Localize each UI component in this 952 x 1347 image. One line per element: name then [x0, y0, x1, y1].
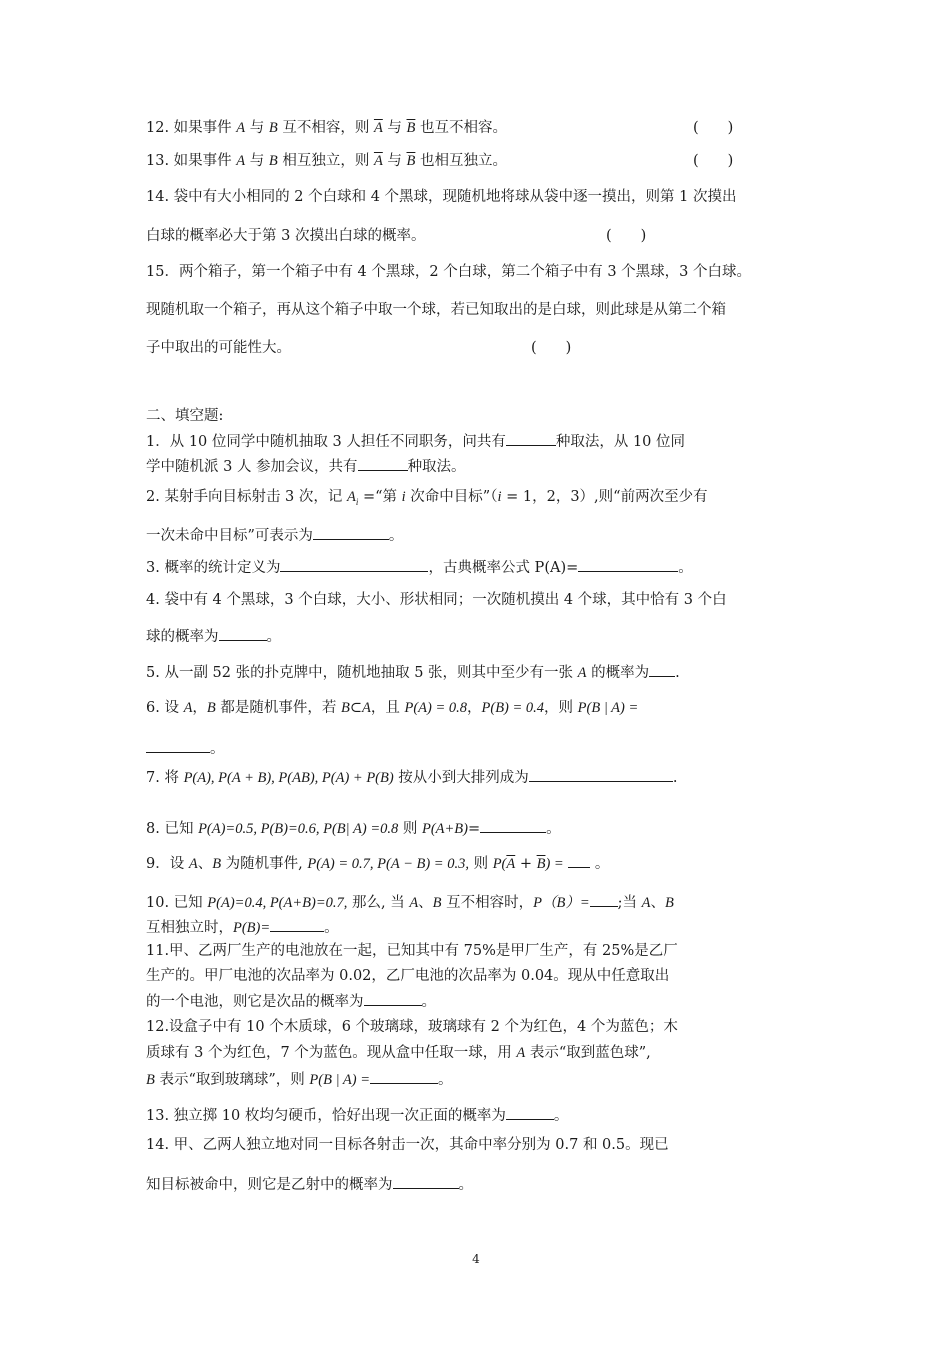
fill-q12-line1: 12.设盒子中有 10 个木质球，6 个玻璃球，玻璃球有 2 个为红色，4 个为蓝色；木 — [146, 1019, 678, 1035]
answer-blank[interactable] — [146, 738, 210, 753]
text: 、 — [197, 856, 213, 872]
fill-q6-line2 — [146, 738, 225, 759]
answer-blank[interactable] — [364, 991, 422, 1006]
text: 9．设 — [146, 856, 189, 872]
answer-blank[interactable] — [578, 557, 678, 572]
text: 12. 如果事件 — [146, 120, 237, 136]
fill-q2-line2 — [146, 525, 403, 546]
text: 的概率为 — [586, 665, 650, 681]
text: 种取法，从 10 位同 — [555, 434, 686, 450]
math-expr: P(A), P(A + B), P(AB), P(A) + P(B) — [183, 770, 394, 786]
text: ， — [467, 700, 482, 716]
var-a: A — [641, 895, 651, 911]
var-b: B — [212, 856, 222, 872]
answer-blank[interactable] — [506, 431, 556, 446]
var-a: A — [409, 895, 419, 911]
var-b-bar: $\overline{B}$ — [536, 856, 546, 872]
var-a: A — [516, 1045, 526, 1061]
text: 则 — [468, 856, 493, 872]
answer-blank[interactable] — [529, 767, 673, 782]
math-expr: P(A)=0.5, P(B)=0.6, P(B| A) =0.8 — [198, 821, 399, 837]
text: 那么, 当 — [347, 895, 410, 911]
text: 10. 已知 — [146, 895, 208, 911]
text: 13. 独立掷 10 枚均匀硬币，恰好出现一次正面的概率为 — [146, 1108, 506, 1124]
text: 。 — [546, 821, 561, 837]
answer-blank[interactable] — [280, 557, 428, 572]
answer-paren-q15[interactable]: ( ) — [531, 340, 572, 356]
page-number: 4 — [472, 1252, 480, 1266]
tf-q14-line2: 白球的概率必大于第 3 次摸出白球的概率。 — [146, 228, 426, 244]
fill-q12-line2 — [146, 1043, 651, 1063]
math-expr: P(B | A) = — [577, 700, 639, 716]
text: 则 — [398, 821, 422, 837]
math-expr: P(A)=0.4, P(A+B)=0.7, — [207, 895, 348, 911]
var-i: i — [355, 496, 359, 507]
text: 球的概率为 — [146, 629, 219, 645]
var-a: A — [577, 665, 587, 681]
text: 学中随机派 3 人 参加会议，共有 — [146, 459, 358, 475]
text: 。 — [438, 1072, 453, 1088]
math-expr: P(B) = 0.4 — [481, 700, 545, 716]
fill-q14-line2 — [146, 1174, 473, 1195]
fill-q11-line1: 11.甲、乙两厂生产的电池放在一起，已知其中有 75%是甲厂生产，有 25%是乙厂 — [146, 943, 678, 959]
text: 3. 概率的统计定义为 — [146, 560, 281, 576]
fill-q1-line1 — [146, 431, 685, 452]
text: 。 — [458, 1177, 473, 1193]
tf-q15-line2: 现随机取一个箱子，再从这个箱子中取一个球，若已知取出的是白球，则此球是从第二个箱 — [146, 302, 726, 318]
text: 互不相容时， — [441, 895, 534, 911]
answer-paren-q13[interactable]: ( ) — [693, 153, 734, 169]
text: 8. 已知 — [146, 821, 199, 837]
tf-q12 — [146, 118, 507, 138]
fill-q10-line1 — [146, 892, 674, 913]
math-expr: P(B)= — [233, 920, 271, 936]
text: 表示“取到玻璃球”，则 — [154, 1072, 310, 1088]
answer-paren-q12[interactable]: ( ) — [693, 120, 734, 136]
var-b-bar: $\overline{B}$ — [406, 153, 416, 169]
var-b: B — [665, 895, 674, 911]
text: 7. 将 — [146, 770, 184, 786]
text: 、 — [650, 895, 665, 911]
math-expr: P（B）= — [533, 895, 590, 911]
tf-q15-line1: 15．两个箱子，第一个箱子中有 4 个黑球，2 个白球，第二个箱子中有 3 个黑球，3 个白球。 — [146, 264, 752, 280]
fill-q14-line1: 14. 甲、乙两人独立地对同一目标各射击一次，其命中率分别为 0.7 和 0.5。现已 — [146, 1137, 669, 1153]
text: . — [672, 770, 678, 786]
tf-q14-line1: 14. 袋中有大小相同的 2 个白球和 4 个黑球，现随机地将球从袋中逐一摸出，则第 1 次摸出 — [146, 189, 737, 205]
fill-q1-line2 — [146, 456, 466, 477]
fill-q4-line1: 4. 袋中有 4 个黑球，3 个白球，大小、形状相同；一次随机摸出 4 个球，其中恰有 3 个白 — [146, 592, 727, 608]
text: 按从小到大排列成为 — [393, 770, 529, 786]
tf-q15-line3: 子中取出的可能性大。 — [146, 340, 291, 356]
text: 知目标被命中，则它是乙射中的概率为 — [146, 1177, 393, 1193]
text: 。 — [590, 856, 610, 872]
text: 。 — [266, 629, 281, 645]
answer-blank[interactable] — [370, 1069, 438, 1084]
text: 与 — [382, 153, 407, 169]
var-a: A — [183, 700, 193, 716]
text: = — [467, 821, 481, 837]
fill-q8 — [146, 818, 561, 839]
fill-q11-line3 — [146, 991, 436, 1012]
var-i: i — [497, 489, 502, 505]
text: 与 — [245, 153, 269, 169]
text: 。 — [388, 528, 404, 544]
text: ;当 — [617, 895, 642, 911]
math-expr: ) = — [545, 856, 564, 872]
text: 种取法。 — [407, 459, 466, 475]
var-a-bar: $\overline{A}$ — [373, 153, 383, 169]
text: 的一个电池，则它是次品的概率为 — [146, 994, 364, 1010]
fill-q10-line2 — [146, 917, 339, 938]
text: 表示“取到蓝色球”, — [525, 1045, 651, 1061]
text: ，且 — [370, 700, 405, 716]
var-b: B — [206, 700, 216, 716]
answer-paren-q14[interactable]: ( ) — [606, 228, 647, 244]
text: ， — [192, 700, 207, 716]
text: = 1，2，3）,则“前两次至少有 — [501, 489, 708, 505]
fill-q13 — [146, 1105, 568, 1126]
var-b: B — [268, 120, 278, 136]
fill-q9 — [146, 853, 609, 874]
answer-blank[interactable] — [480, 818, 546, 833]
text: 。 — [210, 741, 225, 757]
fill-q12-line3 — [146, 1069, 453, 1090]
answer-blank[interactable] — [219, 626, 267, 641]
text: 与 — [382, 120, 407, 136]
text: . — [675, 665, 680, 681]
text: 相互独立，则 — [277, 153, 374, 169]
fill-q6 — [146, 698, 638, 718]
var-a: A — [236, 120, 246, 136]
section-heading: 二、填空题: — [146, 408, 224, 424]
text: 13. 如果事件 — [146, 153, 237, 169]
text: 都是随机事件，若 — [215, 700, 341, 716]
var-b: B — [432, 895, 442, 911]
answer-blank[interactable] — [590, 892, 618, 907]
text: 也相互独立。 — [415, 153, 507, 169]
text: 。 — [678, 560, 693, 576]
text: 5. 从一副 52 张的扑克牌中，随机地抽取 5 张，则其中至少有一张 — [146, 665, 578, 681]
math-expr: P(A+B) — [421, 821, 468, 837]
math-expr: P(A) = 0.8 — [404, 700, 468, 716]
math-expr: B⊂A — [341, 700, 371, 716]
answer-blank[interactable] — [506, 1105, 554, 1120]
var-b: B — [268, 153, 278, 169]
text: 1．从 10 位同学中随机抽取 3 人担任不同职务，问共有 — [146, 434, 506, 450]
math-expr: P( — [492, 856, 507, 872]
text: 为随机事件, — [221, 856, 308, 872]
var-a-bar: $\overline{A}$ — [373, 120, 383, 136]
text: 一次未命中目标”可表示为 — [146, 528, 313, 544]
var-a: A — [236, 153, 246, 169]
math-expr: P(A) = 0.7, P(A − B) = 0.3, — [307, 856, 469, 872]
var-b: B — [146, 1072, 155, 1088]
text: 互不相容，则 — [277, 120, 374, 136]
text: 。 — [553, 1108, 569, 1124]
var-a-bar: $\overline{A}$ — [506, 856, 516, 872]
text: 、 — [418, 895, 433, 911]
fill-q3 — [146, 557, 693, 578]
var-b-bar: $\overline{B}$ — [406, 120, 416, 136]
text: 2. 某射手向目标射击 3 次，记 — [146, 489, 347, 505]
answer-blank[interactable] — [270, 917, 324, 932]
answer-blank[interactable] — [358, 456, 408, 471]
text: 次命中目标”（ — [405, 489, 498, 505]
answer-blank[interactable] — [393, 1174, 459, 1189]
var-a: A — [347, 489, 356, 505]
fill-q11-line2: 生产的。甲厂电池的次品率为 0.02，乙厂电池的次品率为 0.04。现从中任意取出 — [146, 968, 670, 984]
text: =“第 — [358, 489, 402, 505]
fill-q5 — [146, 662, 680, 683]
var-a: A — [188, 856, 198, 872]
fill-q4-line2 — [146, 626, 281, 647]
tf-q13 — [146, 151, 507, 171]
text: 6. 设 — [146, 700, 184, 716]
answer-blank[interactable] — [649, 662, 675, 677]
text: ，则 — [544, 700, 578, 716]
text: 互相独立时， — [146, 920, 233, 936]
text: 也互不相容。 — [415, 120, 507, 136]
text: 。 — [421, 994, 436, 1010]
text: ，古典概率公式 P(A)= — [428, 560, 579, 576]
math-expr: P(B | A) = — [309, 1072, 371, 1088]
var-i: i — [401, 489, 406, 505]
answer-blank[interactable] — [313, 525, 389, 540]
text: 质球有 3 个为红色，7 个为蓝色。现从盒中任取一球，用 — [146, 1045, 517, 1061]
fill-q7 — [146, 767, 677, 788]
answer-blank[interactable] — [568, 853, 590, 868]
fill-q2-line1 — [146, 487, 708, 513]
text: 与 — [245, 120, 269, 136]
text: + — [515, 856, 537, 872]
text: 。 — [324, 920, 339, 936]
